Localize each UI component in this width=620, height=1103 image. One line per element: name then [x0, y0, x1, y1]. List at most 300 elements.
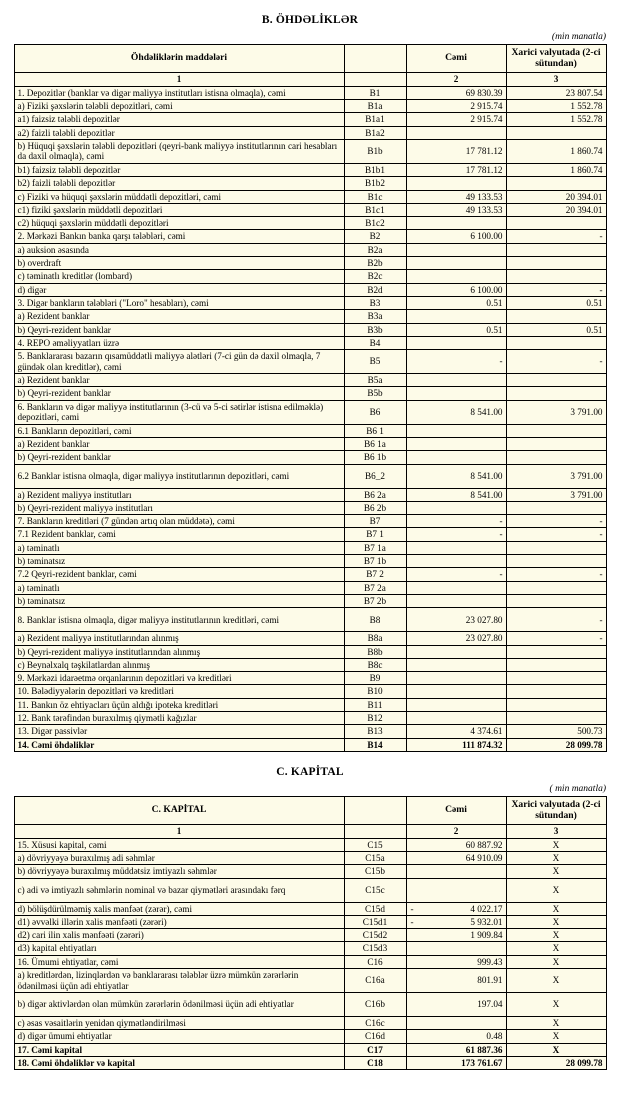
row-label: a) Rezident maliyyə institutlarından alınmış: [14, 632, 344, 645]
row-foreign-value: [506, 217, 606, 230]
colnum-2: 2: [406, 73, 506, 86]
row-total-value: [406, 902, 506, 915]
row-label: 8. Banklar istisna olmaqla, digər maliyyə institutlarının kreditləri, cəmi: [14, 608, 344, 632]
table-row: [14, 541, 606, 554]
row-label: a) kreditlərdən, lizinqlərdən və banklararası tələblər üzrə mümkün zərərlərin ödənilməsi üçün adi ehtiyatlar: [14, 969, 344, 993]
row-label: a1) faizsiz tələbli depozitlər: [14, 113, 344, 126]
table-row: [14, 955, 606, 968]
row-code: B6: [344, 400, 406, 424]
table-row: [14, 400, 606, 424]
section-c-title: C. KAPİTAL: [276, 765, 344, 778]
table-row: [14, 568, 606, 581]
row-code: B7 2b: [344, 594, 406, 607]
row-total-value: 0.48: [406, 1030, 506, 1043]
row-total-value: [406, 942, 506, 955]
row-total-value: [406, 541, 506, 554]
row-label: 10. Bələdiyyələrin depozitləri və kreditləri: [14, 685, 344, 698]
row-total-value: [406, 698, 506, 711]
row-label: 15. Xüsusi kapital, cəmi: [14, 838, 344, 851]
row-foreign-value: -: [506, 528, 606, 541]
row-code: B2a: [344, 243, 406, 256]
row-foreign-value: [506, 451, 606, 464]
table-row: [14, 424, 606, 437]
row-label: 6.1 Bankların depozitləri, cəmi: [14, 424, 344, 437]
row-code: B5: [344, 350, 406, 374]
table-row: [14, 902, 606, 915]
row-code: B7 1b: [344, 555, 406, 568]
table-row: [14, 658, 606, 671]
row-total-value: 61 887.36: [406, 1043, 506, 1056]
row-label: c1) fiziki şəxslərin müddətli depozitləri: [14, 203, 344, 216]
row-foreign-value: 500.73: [506, 725, 606, 738]
row-total-value: [406, 374, 506, 387]
row-total-value: [406, 336, 506, 349]
row-foreign-value: X: [506, 878, 606, 902]
row-foreign-value: -: [506, 632, 606, 645]
header-total: Cəmi: [406, 45, 506, 73]
row-foreign-value: -: [506, 283, 606, 296]
row-label: d1) əvvəlki illərin xalis mənfəəti (zərəri): [14, 915, 344, 928]
row-foreign-value: [506, 424, 606, 437]
row-code: B8a: [344, 632, 406, 645]
row-label: 6. Bankların və digər maliyyə institutlarının (3-cü və 5-ci sətirlər istisna edilməklə) depozitləri, cəmi: [14, 400, 344, 424]
row-code: C15b: [344, 865, 406, 878]
table-row: [14, 100, 606, 113]
row-foreign-value: 1 552.78: [506, 113, 606, 126]
row-total-value: 23 027.80: [406, 632, 506, 645]
table-row: [14, 1030, 606, 1043]
row-code: C15a: [344, 852, 406, 865]
table-row: [14, 243, 606, 256]
row-code: B1a2: [344, 126, 406, 139]
row-foreign-value: 1 860.74: [506, 163, 606, 176]
table-row: [14, 438, 606, 451]
row-code: C15d2: [344, 929, 406, 942]
row-code: B7 1a: [344, 541, 406, 554]
row-foreign-value: [506, 645, 606, 658]
row-total-value: [406, 685, 506, 698]
row-code: B8c: [344, 658, 406, 671]
row-label: b) Hüquqi şəxslərin tələbli depozitləri (qeyri-bank maliyyə institutlarının cari hesabları da daxil olmaqla), cəmi: [14, 139, 344, 163]
negative-sign: -: [410, 916, 414, 927]
row-code: B8: [344, 608, 406, 632]
row-code: C16b: [344, 993, 406, 1017]
row-foreign-value: X: [506, 1017, 606, 1030]
row-foreign-value: 3 791.00: [506, 488, 606, 501]
row-total-value: [406, 387, 506, 400]
row-label: 3. Digər bankların tələbləri ("Loro" hesabları), cəmi: [14, 296, 344, 309]
row-total-value: [406, 1017, 506, 1030]
row-label: b2) faizli tələbli depozitlər: [14, 177, 344, 190]
row-foreign-value: [506, 243, 606, 256]
row-label: d2) cari ilin xalis mənfəəti (zərəri): [14, 929, 344, 942]
table-row: [14, 555, 606, 568]
table-row: [14, 852, 606, 865]
row-label: b) Qeyri-rezident maliyyə institutlarından alınmış: [14, 645, 344, 658]
row-foreign-value: 0.51: [506, 323, 606, 336]
row-total-value: [406, 451, 506, 464]
table-row: [14, 725, 606, 738]
row-code: B6 1b: [344, 451, 406, 464]
row-foreign-value: -: [506, 230, 606, 243]
row-label: b) digər aktivlərdən olan mümkün zərərlərin ödənilməsi üçün adi ehtiyatlar: [14, 993, 344, 1017]
row-total-value: 111 874.32: [406, 738, 506, 751]
row-label: d3) kapital ehtiyatları: [14, 942, 344, 955]
table-row: [14, 177, 606, 190]
row-code: B1c2: [344, 217, 406, 230]
table-row: [14, 283, 606, 296]
table-row: [14, 296, 606, 309]
row-total-value: [406, 257, 506, 270]
section-c-units: ( min manatla): [549, 783, 606, 794]
table-row: [14, 488, 606, 501]
row-code: B11: [344, 698, 406, 711]
row-label: c) adi və imtiyazlı səhmlərin nominal və bazar qiymətləri arasındakı fərq: [14, 878, 344, 902]
row-total-value: [406, 243, 506, 256]
row-label: b) Qeyri-rezident banklar: [14, 451, 344, 464]
row-label: 14. Cəmi öhdəliklər: [14, 738, 344, 751]
table-row: [14, 581, 606, 594]
row-foreign-value: 0.51: [506, 296, 606, 309]
row-foreign-value: [506, 126, 606, 139]
row-label: 16. Ümumi ehtiyatlar, cəmi: [14, 955, 344, 968]
row-label: a) təminatlı: [14, 581, 344, 594]
row-label: a) Rezident banklar: [14, 438, 344, 451]
negative-sign: -: [410, 903, 414, 914]
row-label: 17. Cəmi kapital: [14, 1043, 344, 1056]
header-item-name: C. KAPİTAL: [14, 796, 344, 824]
row-label: 6.2 Banklar istisna olmaqla, digər maliyyə institutlarının depozitləri, cəmi: [14, 464, 344, 488]
row-label: b) Qeyri-rezident banklar: [14, 323, 344, 336]
table-row: [14, 336, 606, 349]
row-total-value: 801.91: [406, 969, 506, 993]
row-label: b) overdraft: [14, 257, 344, 270]
row-total-value: [406, 865, 506, 878]
row-foreign-value: 3 791.00: [506, 464, 606, 488]
table-row: [14, 387, 606, 400]
row-label: 5. Banklararası bazarın qısamüddətli maliyyə alətləri (7-ci gün də daxil olmaqla, 7 gündək olan kreditlər), cəmi: [14, 350, 344, 374]
row-foreign-value: 1 860.74: [506, 139, 606, 163]
table-row: [14, 698, 606, 711]
row-foreign-value: [506, 374, 606, 387]
row-code: C15d: [344, 902, 406, 915]
row-foreign-value: -: [506, 568, 606, 581]
row-total-value: [406, 878, 506, 902]
table-row: [14, 878, 606, 902]
row-foreign-value: 28 099.78: [506, 1056, 606, 1069]
table-row: [14, 942, 606, 955]
row-label: b) Qeyri-rezident maliyyə institutları: [14, 501, 344, 514]
row-total-value: [406, 310, 506, 323]
row-code: C16d: [344, 1030, 406, 1043]
row-code: B10: [344, 685, 406, 698]
row-label: 7. Bankların kreditləri (7 gündən artıq olan müddətə), cəmi: [14, 515, 344, 528]
row-total-value: 8 541.00: [406, 488, 506, 501]
table-colnum-row: [14, 825, 606, 838]
row-code: B1b2: [344, 177, 406, 190]
row-code: B1a1: [344, 113, 406, 126]
table-row: [14, 451, 606, 464]
row-total-value: 0.51: [406, 296, 506, 309]
row-code: B12: [344, 712, 406, 725]
table-row: [14, 217, 606, 230]
row-foreign-value: [506, 501, 606, 514]
table-row: [14, 515, 606, 528]
table-row: [14, 594, 606, 607]
row-label: a) Rezident banklar: [14, 310, 344, 323]
table-header-row: [14, 45, 606, 73]
row-code: C18: [344, 1056, 406, 1069]
row-code: C16a: [344, 969, 406, 993]
row-total-value: 69 830.39: [406, 86, 506, 99]
table-row: [14, 712, 606, 725]
table-row: [14, 374, 606, 387]
table-header-row: [14, 796, 606, 824]
table-row: [14, 1043, 606, 1056]
row-total-value: [406, 594, 506, 607]
row-foreign-value: X: [506, 1030, 606, 1043]
row-total-value: 17 781.12: [406, 163, 506, 176]
table-row: [14, 163, 606, 176]
row-foreign-value: X: [506, 902, 606, 915]
row-code: B7 2a: [344, 581, 406, 594]
row-total-value: 999.43: [406, 955, 506, 968]
row-code: B1a: [344, 100, 406, 113]
row-total-value: 6 100.00: [406, 283, 506, 296]
row-total-value: 1 909.84: [406, 929, 506, 942]
row-label: b) təminatsız: [14, 555, 344, 568]
row-label: c) əsas vəsaitlərin yenidən qiymətləndirilməsi: [14, 1017, 344, 1030]
table-row: [14, 672, 606, 685]
row-label: 1. Depozitlər (banklar və digər maliyyə institutları istisna olmaqla), cəmi: [14, 86, 344, 99]
row-label: 2. Mərkəzi Bankın banka qarşı tələbləri, cəmi: [14, 230, 344, 243]
row-total-value: [406, 126, 506, 139]
row-label: a) dövriyyəyə buraxılmış adi səhmlər: [14, 852, 344, 865]
row-code: C15d3: [344, 942, 406, 955]
row-code: B5a: [344, 374, 406, 387]
row-total-value: [406, 270, 506, 283]
row-code: B6 1: [344, 424, 406, 437]
row-foreign-value: [506, 712, 606, 725]
row-label: d) digər ümumi ehtiyatlar: [14, 1030, 344, 1043]
row-code: B13: [344, 725, 406, 738]
row-label: 12. Bank tərəfindən buraxılmış qiymətli kağızlar: [14, 712, 344, 725]
section-b-units: (min manatla): [551, 32, 606, 42]
header-total: Cəmi: [406, 796, 506, 824]
row-total-value: -: [406, 350, 506, 374]
row-foreign-value: [506, 270, 606, 283]
row-foreign-value: X: [506, 969, 606, 993]
row-total-value: 173 761.67: [406, 1056, 506, 1069]
table-row: [14, 608, 606, 632]
row-code: B5b: [344, 387, 406, 400]
table-row: [14, 993, 606, 1017]
row-label: c) Beynəlxalq təşkilatlardan alınmış: [14, 658, 344, 671]
row-foreign-value: 23 807.54: [506, 86, 606, 99]
table-row: [14, 230, 606, 243]
row-foreign-value: X: [506, 865, 606, 878]
colnum-blank: [344, 825, 406, 838]
row-code: B2d: [344, 283, 406, 296]
row-foreign-value: X: [506, 993, 606, 1017]
row-code: C15d1: [344, 915, 406, 928]
table-row: [14, 915, 606, 928]
table-row: [14, 350, 606, 374]
row-total-value: [406, 658, 506, 671]
row-label: b1) faizsiz tələbli depozitlər: [14, 163, 344, 176]
row-code: B2c: [344, 270, 406, 283]
row-total-value: 60 887.92: [406, 838, 506, 851]
row-code: B14: [344, 738, 406, 751]
row-foreign-value: [506, 438, 606, 451]
table-row: [14, 969, 606, 993]
row-code: C17: [344, 1043, 406, 1056]
table-row: [14, 528, 606, 541]
table-row: [14, 738, 606, 751]
table-row: [14, 1056, 606, 1069]
row-code: B8b: [344, 645, 406, 658]
colnum-1: 1: [14, 825, 344, 838]
row-total-value: 8 541.00: [406, 464, 506, 488]
row-code: C16: [344, 955, 406, 968]
row-total-number: 5 932.01: [470, 916, 503, 927]
row-foreign-value: [506, 336, 606, 349]
table-row: [14, 270, 606, 283]
table-row: [14, 190, 606, 203]
row-code: B3: [344, 296, 406, 309]
row-total-value: 49 133.53: [406, 203, 506, 216]
row-code: C15: [344, 838, 406, 851]
row-label: a2) faizli tələbli depozitlər: [14, 126, 344, 139]
row-foreign-value: [506, 698, 606, 711]
row-code: B7 2: [344, 568, 406, 581]
row-label: a) Fiziki şəxslərin tələbli depozitləri, cəmi: [14, 100, 344, 113]
row-foreign-value: [506, 685, 606, 698]
row-total-value: [406, 177, 506, 190]
row-code: B3a: [344, 310, 406, 323]
row-label: a) auksion əsasında: [14, 243, 344, 256]
row-foreign-value: -: [506, 350, 606, 374]
row-total-value: 2 915.74: [406, 100, 506, 113]
table-row: [14, 865, 606, 878]
row-foreign-value: -: [506, 608, 606, 632]
table-row: [14, 929, 606, 942]
row-foreign-value: X: [506, 1043, 606, 1056]
row-total-value: 2 915.74: [406, 113, 506, 126]
table-row: [14, 1017, 606, 1030]
row-total-value: [406, 217, 506, 230]
colnum-3: 3: [506, 825, 606, 838]
header-foreign-currency: Xarici valyutada (2-ci sütundan): [506, 796, 606, 824]
row-foreign-value: [506, 541, 606, 554]
row-label: b) dövriyyəyə buraxılmış müddətsiz imtiyazlı səhmlər: [14, 865, 344, 878]
row-label: b) təminatsız: [14, 594, 344, 607]
row-code: B1b1: [344, 163, 406, 176]
row-code: B6 2a: [344, 488, 406, 501]
colnum-blank: [344, 73, 406, 86]
colnum-1: 1: [14, 73, 344, 86]
row-code: C16c: [344, 1017, 406, 1030]
row-code: B1b: [344, 139, 406, 163]
row-label: 18. Cəmi öhdəliklər və kapital: [14, 1056, 344, 1069]
row-total-value: 4 374.61: [406, 725, 506, 738]
row-code: B6 2b: [344, 501, 406, 514]
row-total-value: -: [406, 515, 506, 528]
row-code: B6 1a: [344, 438, 406, 451]
row-foreign-value: 1 552.78: [506, 100, 606, 113]
row-code: B2: [344, 230, 406, 243]
row-total-number: 4 022.17: [470, 903, 503, 914]
row-total-value: [406, 672, 506, 685]
row-code: B7 1: [344, 528, 406, 541]
row-foreign-value: [506, 387, 606, 400]
table-row: [14, 645, 606, 658]
table-row: [14, 203, 606, 216]
row-foreign-value: 20 394.01: [506, 190, 606, 203]
table-row: [14, 685, 606, 698]
row-label: 9. Mərkəzi idarəetmə orqanlarının depozitləri və kreditləri: [14, 672, 344, 685]
row-label: a) Rezident banklar: [14, 374, 344, 387]
table-row: [14, 126, 606, 139]
row-code: B1: [344, 86, 406, 99]
row-code: B9: [344, 672, 406, 685]
row-code: B7: [344, 515, 406, 528]
row-total-value: 6 100.00: [406, 230, 506, 243]
row-label: c) Fiziki və hüquqi şəxslərin müddətli depozitləri, cəmi: [14, 190, 344, 203]
row-foreign-value: 28 099.78: [506, 738, 606, 751]
row-foreign-value: X: [506, 915, 606, 928]
table-colnum-row: [14, 73, 606, 86]
row-label: 13. Digər passivlər: [14, 725, 344, 738]
table-row: [14, 257, 606, 270]
row-total-value: 8 541.00: [406, 400, 506, 424]
row-code: B1c: [344, 190, 406, 203]
row-label: 4. REPO əməliyyatları üzrə: [14, 336, 344, 349]
row-label: d) bölüşdürülməmiş xalis mənfəət (zərər), cəmi: [14, 902, 344, 915]
row-label: 7.1 Rezident banklar, cəmi: [14, 528, 344, 541]
row-foreign-value: X: [506, 852, 606, 865]
row-foreign-value: 20 394.01: [506, 203, 606, 216]
row-total-value: [406, 915, 506, 928]
row-label: a) Rezident maliyyə institutları: [14, 488, 344, 501]
row-total-value: 64 910.09: [406, 852, 506, 865]
header-code: [344, 796, 406, 824]
row-total-value: -: [406, 568, 506, 581]
table-row: [14, 113, 606, 126]
report-page: [0, 14, 620, 1080]
row-foreign-value: X: [506, 955, 606, 968]
row-total-value: [406, 581, 506, 594]
header-item-name: Öhdəliklərin maddələri: [14, 45, 344, 73]
colnum-3: 3: [506, 73, 606, 86]
row-total-value: 49 133.53: [406, 190, 506, 203]
row-foreign-value: [506, 594, 606, 607]
header-foreign-currency: Xarici valyutada (2-ci sütundan): [506, 45, 606, 73]
colnum-2: 2: [406, 825, 506, 838]
row-total-value: [406, 712, 506, 725]
row-code: C15c: [344, 878, 406, 902]
row-code: B2b: [344, 257, 406, 270]
row-foreign-value: X: [506, 942, 606, 955]
row-label: 11. Bankın öz ehtiyacları üçün aldığı ipoteka kreditləri: [14, 698, 344, 711]
section-b-title: B. ÖHDƏLİKLƏR: [261, 14, 359, 26]
row-label: c) təminatlı kreditlər (lombard): [14, 270, 344, 283]
row-foreign-value: [506, 581, 606, 594]
row-total-value: [406, 555, 506, 568]
row-label: a) təminatlı: [14, 541, 344, 554]
row-total-value: 0.51: [406, 323, 506, 336]
table-row: [14, 464, 606, 488]
